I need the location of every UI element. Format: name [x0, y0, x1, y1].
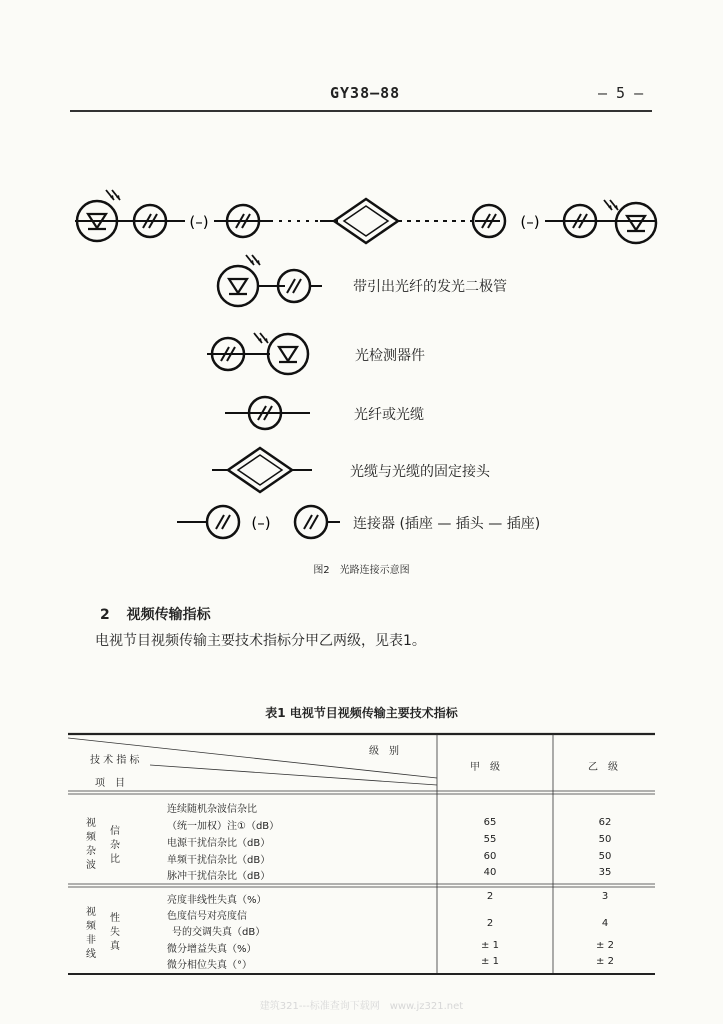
table-cell-grade-b: 50: [598, 851, 612, 862]
table-cell-grade-a: 65: [483, 817, 497, 828]
table-cell-grade-b: 50: [598, 834, 612, 845]
connector-paren-label: (–): [251, 514, 271, 532]
table-row-name: 色度信号对亮度信: [167, 911, 247, 922]
table-cell-grade-a: 55: [483, 834, 497, 845]
table-cell-grade-a: 60: [483, 851, 497, 862]
legend-label-led: 带引出光纤的发光二极管: [353, 279, 507, 295]
table-row-name: 电源干扰信杂比（dB）: [167, 838, 271, 849]
legend-label-detector: 光检测器件: [355, 348, 425, 364]
connector-paren-label: (–): [520, 213, 540, 231]
table-row-name: 亮度非线性失真（%）: [167, 895, 267, 906]
table-header-level: 级 别: [369, 746, 399, 757]
table-cell-grade-a: 40: [483, 867, 497, 878]
table-cell-grade-a: ± 1: [481, 940, 499, 951]
section-title: 视频传输指标: [126, 607, 211, 623]
table-cell-grade-a: 2: [486, 891, 494, 902]
table-cell-grade-b: 3: [601, 891, 609, 902]
table-header-tech: 技 术 指 标: [90, 755, 140, 766]
table-row-name: 连续随机杂波信杂比: [167, 804, 257, 815]
group-label-video-nonlinear: 视频非线: [86, 907, 96, 960]
table-row-name: 微分相位失真（°）: [167, 960, 252, 971]
group-label-distortion: 性失真: [110, 913, 120, 952]
table-cell-grade-a: ± 1: [481, 956, 499, 967]
table-cell-grade-b: 62: [598, 817, 612, 828]
table-cell-grade-b: ± 2: [596, 940, 614, 951]
legend-label-splice: 光缆与光缆的固定接头: [350, 464, 490, 480]
section-number: 2: [100, 607, 110, 623]
table-cell-grade-a: 2: [486, 918, 494, 929]
body-paragraph: 电视节目视频传输主要技术指标分甲乙两级，见表1。: [95, 633, 426, 649]
table-cell-grade-b: ± 2: [596, 956, 614, 967]
table-header-item: 项 目: [95, 778, 125, 789]
table-cell-grade-b: 4: [601, 918, 609, 929]
table-row-name: 号的交调失真（dB）: [172, 927, 266, 938]
table-row-name: （统一加权）注①（dB）: [167, 821, 280, 832]
table-title: 表1 电视节目视频传输主要技术指标: [265, 706, 458, 720]
table-header-grade-b: 乙 级: [588, 762, 618, 773]
header-code: GY38—88: [330, 84, 401, 102]
header-page-number: — 5 —: [598, 84, 644, 102]
group-label-video-noise: 视频杂波: [86, 818, 96, 871]
legend-label-fiber: 光纤或光缆: [354, 407, 424, 423]
group-label-snr: 信杂比: [110, 826, 120, 865]
footer-watermark: 建筑321---标准查询下载网 www.jz321.net: [259, 1001, 464, 1012]
table-row-name: 单频干扰信杂比（dB）: [167, 855, 271, 866]
table-header-grade-a: 甲 级: [470, 762, 500, 773]
table-row-name: 脉冲干扰信杂比（dB）: [167, 871, 271, 882]
table-row-name: 微分增益失真（%）: [167, 944, 257, 955]
table-cell-grade-b: 35: [598, 867, 612, 878]
connector-paren-label: (–): [189, 213, 209, 231]
figure-caption: 图2 光路连接示意图: [313, 565, 410, 576]
legend-label-connector: 连接器 (插座 — 插头 — 插座): [353, 516, 541, 532]
